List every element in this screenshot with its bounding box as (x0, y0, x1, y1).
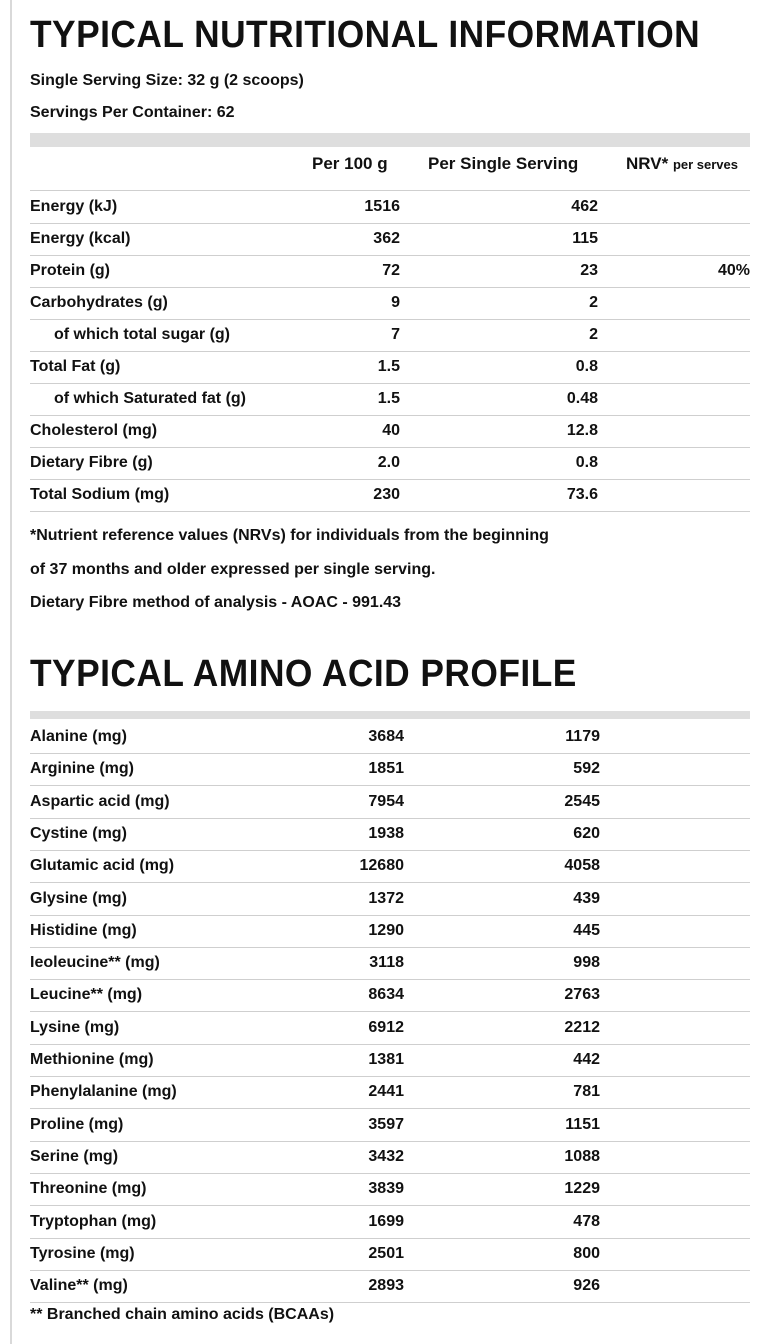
row-label: Cholesterol (mg) (30, 422, 158, 439)
table-row (30, 448, 750, 480)
nutrition-title: TYPICAL NUTRITIONAL INFORMATION (30, 14, 701, 56)
table-row (30, 384, 750, 416)
value-per-serving: 478 (573, 1213, 600, 1230)
value-per-100g: 1381 (368, 1051, 404, 1068)
table-row (30, 480, 750, 512)
value-per-serving: 592 (573, 760, 600, 777)
value-per-serving: 1151 (565, 1116, 600, 1133)
value-per-100g: 6912 (368, 1019, 404, 1036)
value-per-serving: 1088 (564, 1148, 600, 1165)
value-per-serving: 439 (573, 890, 600, 907)
row-label: of which Saturated fat (g) (54, 390, 246, 407)
amino-title: TYPICAL AMINO ACID PROFILE (30, 653, 577, 695)
row-label: Total Sodium (mg) (30, 486, 170, 503)
value-per-serving: 998 (573, 954, 600, 971)
value-per-100g: 3839 (368, 1180, 404, 1197)
value-per-100g: 7954 (368, 793, 404, 810)
row-label: Leucine** (mg) (30, 986, 143, 1003)
nrv-label: NRV* (626, 154, 669, 173)
nrv-suffix: per serves (672, 157, 738, 172)
footnote-fibre-method: Dietary Fibre method of analysis - AOAC - 991.43 (30, 594, 402, 611)
value-per-serving: 445 (573, 922, 600, 939)
table-row (30, 851, 750, 883)
row-label: Histidine (mg) (30, 922, 137, 939)
table-row (30, 1013, 750, 1045)
row-label: of which total sugar (g) (54, 326, 230, 343)
value-per-serving: 800 (573, 1245, 600, 1262)
table-row (30, 1239, 750, 1271)
value-per-serving: 4058 (564, 857, 600, 874)
row-label: Energy (kJ) (30, 198, 118, 215)
column-header-per-serving: Per Single Serving (428, 154, 579, 173)
value-per-serving: 1179 (565, 728, 600, 745)
row-label: Ieoleucine** (mg) (30, 954, 160, 971)
row-label: Phenylalanine (mg) (30, 1083, 177, 1100)
value-per-serving: 2545 (564, 793, 600, 810)
value-per-100g: 2501 (368, 1245, 404, 1262)
value-per-serving: 1229 (564, 1180, 600, 1197)
servings-per-container: Servings Per Container: 62 (30, 104, 235, 121)
table-row (30, 1207, 750, 1239)
row-label: Methionine (mg) (30, 1051, 154, 1068)
value-per-100g: 12680 (359, 857, 404, 874)
row-label: Energy (kcal) (30, 230, 131, 247)
value-per-100g: 3432 (368, 1148, 404, 1165)
row-label: Arginine (mg) (30, 760, 134, 777)
row-label: Tyrosine (mg) (30, 1245, 135, 1262)
row-label: Glysine (mg) (30, 890, 127, 907)
value-per-100g: 1699 (368, 1213, 404, 1230)
value-per-serving: 73.6 (566, 486, 598, 503)
column-header-nrv (626, 154, 738, 174)
value-per-100g: 1290 (368, 922, 404, 939)
value-per-serving: 926 (573, 1277, 600, 1294)
section-divider (30, 133, 750, 147)
value-per-100g: 3684 (368, 728, 404, 745)
value-per-100g: 40 (382, 422, 400, 439)
left-border (10, 0, 12, 1344)
table-row (30, 884, 750, 916)
table-row (30, 192, 750, 224)
value-per-serving: 2212 (564, 1019, 600, 1036)
value-per-serving: 0.8 (575, 358, 598, 375)
table-row (30, 352, 750, 384)
value-per-100g: 1372 (368, 890, 404, 907)
table-row (30, 1271, 750, 1303)
table-row (30, 948, 750, 980)
column-header-per-100g: Per 100 g (312, 154, 388, 173)
table-row (30, 256, 750, 288)
table-row (30, 224, 750, 256)
row-label: Carbohydrates (g) (30, 294, 168, 311)
table-row (30, 754, 750, 786)
value-per-100g: 1.5 (377, 390, 400, 407)
value-per-100g: 362 (373, 230, 400, 247)
value-per-serving: 442 (573, 1051, 600, 1068)
value-per-100g: 1516 (364, 198, 400, 215)
value-per-serving: 12.8 (566, 422, 598, 439)
value-per-100g: 9 (391, 294, 400, 311)
table-row (30, 787, 750, 819)
row-label: Glutamic acid (mg) (30, 857, 175, 874)
footnote-nrv-1: *Nutrient reference values (NRVs) for individuals from the beginning (30, 527, 549, 544)
row-label: Cystine (mg) (30, 825, 127, 842)
table-row (30, 1174, 750, 1206)
value-per-100g: 7 (391, 326, 400, 343)
footnote-nrv-2: of 37 months and older expressed per single serving. (30, 561, 436, 578)
value-per-serving: 2 (589, 326, 598, 343)
table-row (30, 819, 750, 851)
table-row (30, 1045, 750, 1077)
value-nrv: 40% (717, 262, 750, 279)
value-per-serving: 0.8 (575, 454, 598, 471)
row-label: Aspartic acid (mg) (30, 793, 170, 810)
value-per-serving: 23 (580, 262, 598, 279)
value-per-serving: 781 (573, 1083, 600, 1100)
row-label: Valine** (mg) (30, 1277, 128, 1294)
section-divider (30, 711, 750, 719)
value-per-serving: 620 (573, 825, 600, 842)
table-row (30, 980, 750, 1012)
row-label: Protein (g) (30, 262, 110, 279)
row-label: Lysine (mg) (30, 1019, 120, 1036)
value-per-100g: 8634 (368, 986, 404, 1003)
header-divider (30, 190, 750, 191)
value-per-100g: 2441 (368, 1083, 404, 1100)
row-label: Dietary Fibre (g) (30, 454, 153, 471)
serving-size: Single Serving Size: 32 g (2 scoops) (30, 72, 304, 89)
value-per-100g: 2893 (368, 1277, 404, 1294)
value-per-100g: 3597 (368, 1116, 404, 1133)
value-per-100g: 230 (373, 486, 400, 503)
value-per-100g: 1.5 (377, 358, 400, 375)
value-per-serving: 2 (589, 294, 598, 311)
value-per-100g: 1938 (368, 825, 404, 842)
row-label: Threonine (mg) (30, 1180, 147, 1197)
value-per-serving: 0.48 (566, 390, 598, 407)
table-row (30, 288, 750, 320)
table-row (30, 1077, 750, 1109)
row-label: Serine (mg) (30, 1148, 119, 1165)
row-label: Tryptophan (mg) (30, 1213, 157, 1230)
footnote-bcaa: ** Branched chain amino acids (BCAAs) (30, 1306, 335, 1323)
table-row (30, 722, 750, 754)
table-row (30, 916, 750, 948)
value-per-100g: 3118 (369, 954, 404, 971)
value-per-serving: 2763 (564, 986, 600, 1003)
value-per-serving: 115 (572, 230, 598, 247)
table-row (30, 320, 750, 352)
table-row (30, 416, 750, 448)
row-label: Total Fat (g) (30, 358, 121, 375)
value-per-serving: 462 (571, 198, 598, 215)
row-label: Proline (mg) (30, 1116, 124, 1133)
value-per-100g: 2.0 (377, 454, 400, 471)
table-row (30, 1110, 750, 1142)
row-label: Alanine (mg) (30, 728, 127, 745)
value-per-100g: 72 (382, 262, 400, 279)
table-row (30, 1142, 750, 1174)
value-per-100g: 1851 (368, 760, 404, 777)
